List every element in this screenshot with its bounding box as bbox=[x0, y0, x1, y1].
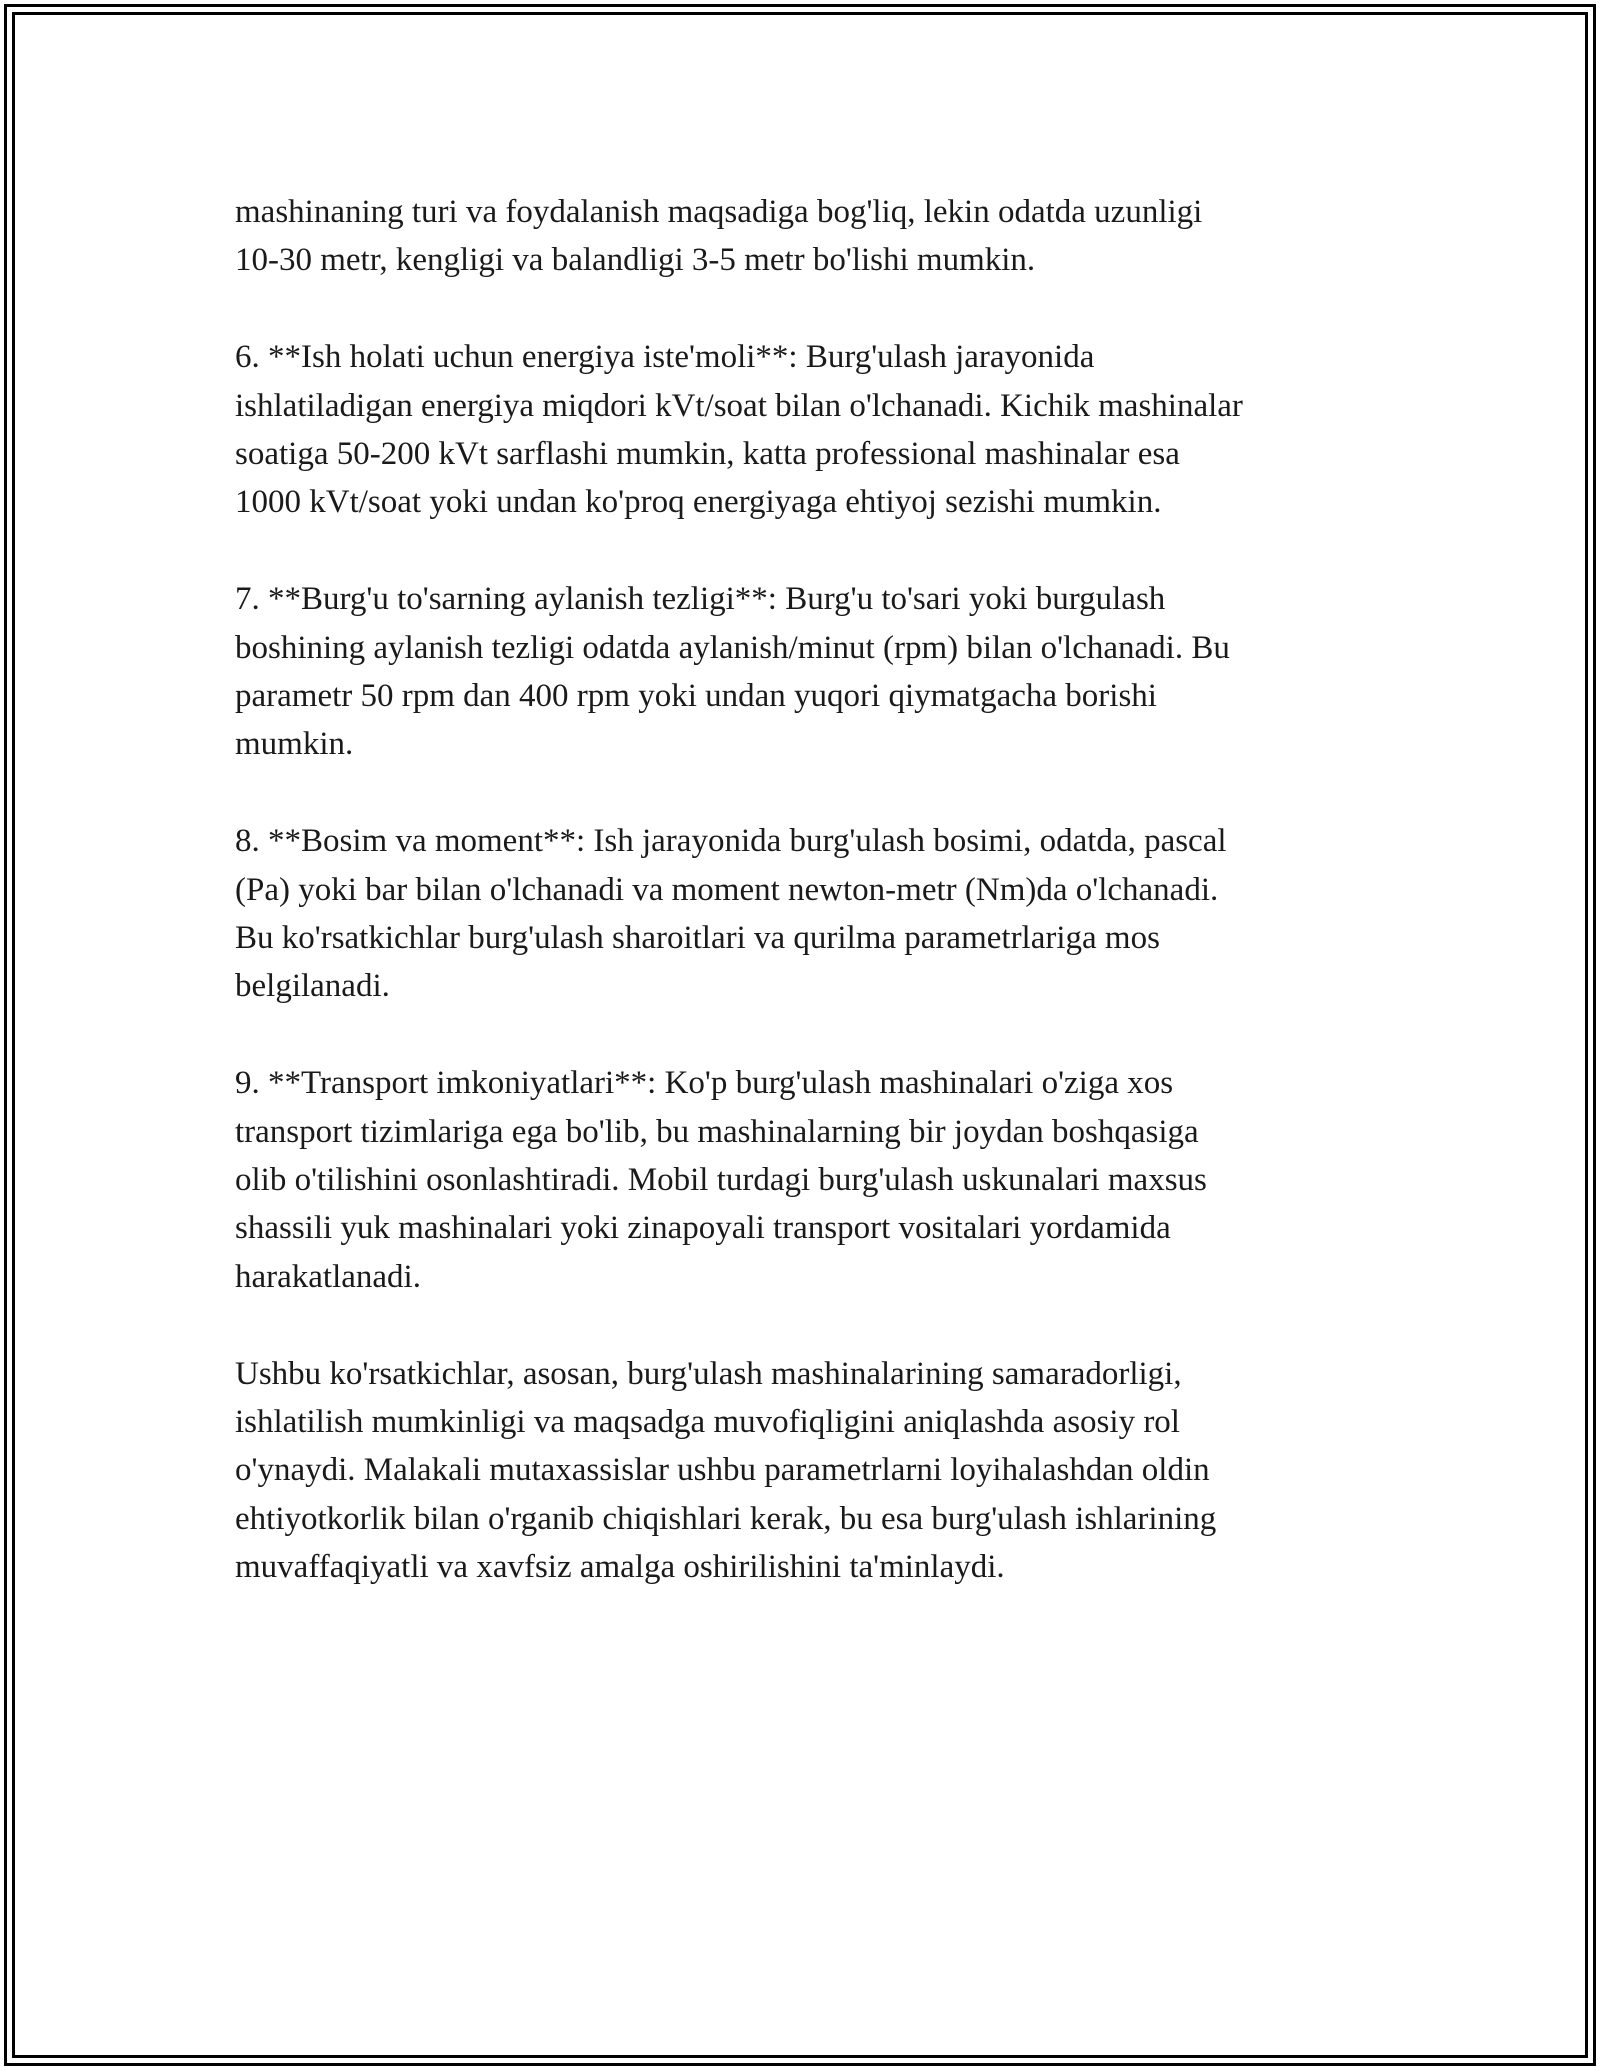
text-line: 8. **Bosim va moment**: Ish jarayonida burg'ulash bosimi, odatda, pascal bbox=[235, 823, 1227, 860]
text-line: muvaffaqiyatli va xavfsiz amalga oshirilishini ta'minlaydi. bbox=[235, 1549, 1005, 1586]
text-line: olib o'tilishini osonlashtiradi. Mobil turdagi burg'ulash uskunalari maxsus bbox=[235, 1162, 1207, 1199]
text-line: harakatlanadi. bbox=[235, 1258, 421, 1295]
text-line: soatiga 50-200 kVt sarflashi mumkin, katta professional mashinalar esa bbox=[235, 436, 1180, 473]
text-line: mashinaning turi va foydalanish maqsadiga bog'liq, lekin odatda uzunligi bbox=[235, 194, 1203, 230]
paragraph-item-6 bbox=[235, 333, 1375, 527]
text-line: 9. **Transport imkoniyatlari**: Ko'p burg'ulash mashinalari o'ziga xos bbox=[235, 1065, 1174, 1102]
text-line: 6. **Ish holati uchun energiya iste'moli**: Burg'ulash jarayonida bbox=[235, 339, 1095, 376]
text-line: 10-30 metr, kengligi va balandligi 3-5 metr bo'lishi mumkin. bbox=[235, 242, 1036, 279]
text-line: belgilanadi. bbox=[235, 968, 390, 1005]
text-line: shassili yuk mashinalari yoki zinapoyali transport vositalari yordamida bbox=[235, 1210, 1171, 1247]
text-line: boshining aylanish tezligi odatda aylanish/minut (rpm) bilan o'lchanadi. Bu bbox=[235, 629, 1230, 666]
text-line: ehtiyotkorlik bilan o'rganib chiqishlari kerak, bu esa burg'ulash ishlarining bbox=[235, 1500, 1217, 1537]
text-line: Bu ko'rsatkichlar burg'ulash sharoitlari va qurilma parametrlariga mos bbox=[235, 920, 1160, 957]
text-line: ishlatiladigan energiya miqdori kVt/soat bilan o'lchanadi. Kichik mashinalar bbox=[235, 387, 1243, 424]
paragraph-item-9 bbox=[235, 1059, 1375, 1301]
paragraph-conclusion bbox=[235, 1350, 1375, 1592]
text-line: 7. **Burg'u to'sarning aylanish tezligi**: Burg'u to'sari yoki burgulash bbox=[235, 581, 1166, 618]
text-line: (Pa) yoki bar bilan o'lchanadi va moment newton-metr (Nm)da o'lchanadi. bbox=[235, 871, 1219, 908]
text-line: 1000 kVt/soat yoki undan ko'proq energiyaga ehtiyoj sezishi mumkin. bbox=[235, 484, 1162, 521]
paragraph-item-7 bbox=[235, 575, 1375, 769]
text-line: Ushbu ko'rsatkichlar, asosan, burg'ulash mashinalarining samaradorligi, bbox=[235, 1355, 1182, 1392]
text-line: parametr 50 rpm dan 400 rpm yoki undan yuqori qiymatgacha borishi bbox=[235, 678, 1157, 715]
text-line: mumkin. bbox=[235, 726, 354, 763]
text-line: ishlatilish mumkinligi va maqsadga muvofiqligini aniqlashda asosiy rol bbox=[235, 1404, 1180, 1441]
text-line: transport tizimlariga ega bo'lib, bu mashinalarning bir joydan boshqasiga bbox=[235, 1113, 1199, 1150]
text-line: o'ynaydi. Malakali mutaxassislar ushbu parametrlarni loyihalashdan oldin bbox=[235, 1452, 1210, 1489]
paragraph-intro-continuation bbox=[235, 188, 1375, 285]
document-body bbox=[235, 188, 1375, 1640]
paragraph-item-8 bbox=[235, 817, 1375, 1011]
